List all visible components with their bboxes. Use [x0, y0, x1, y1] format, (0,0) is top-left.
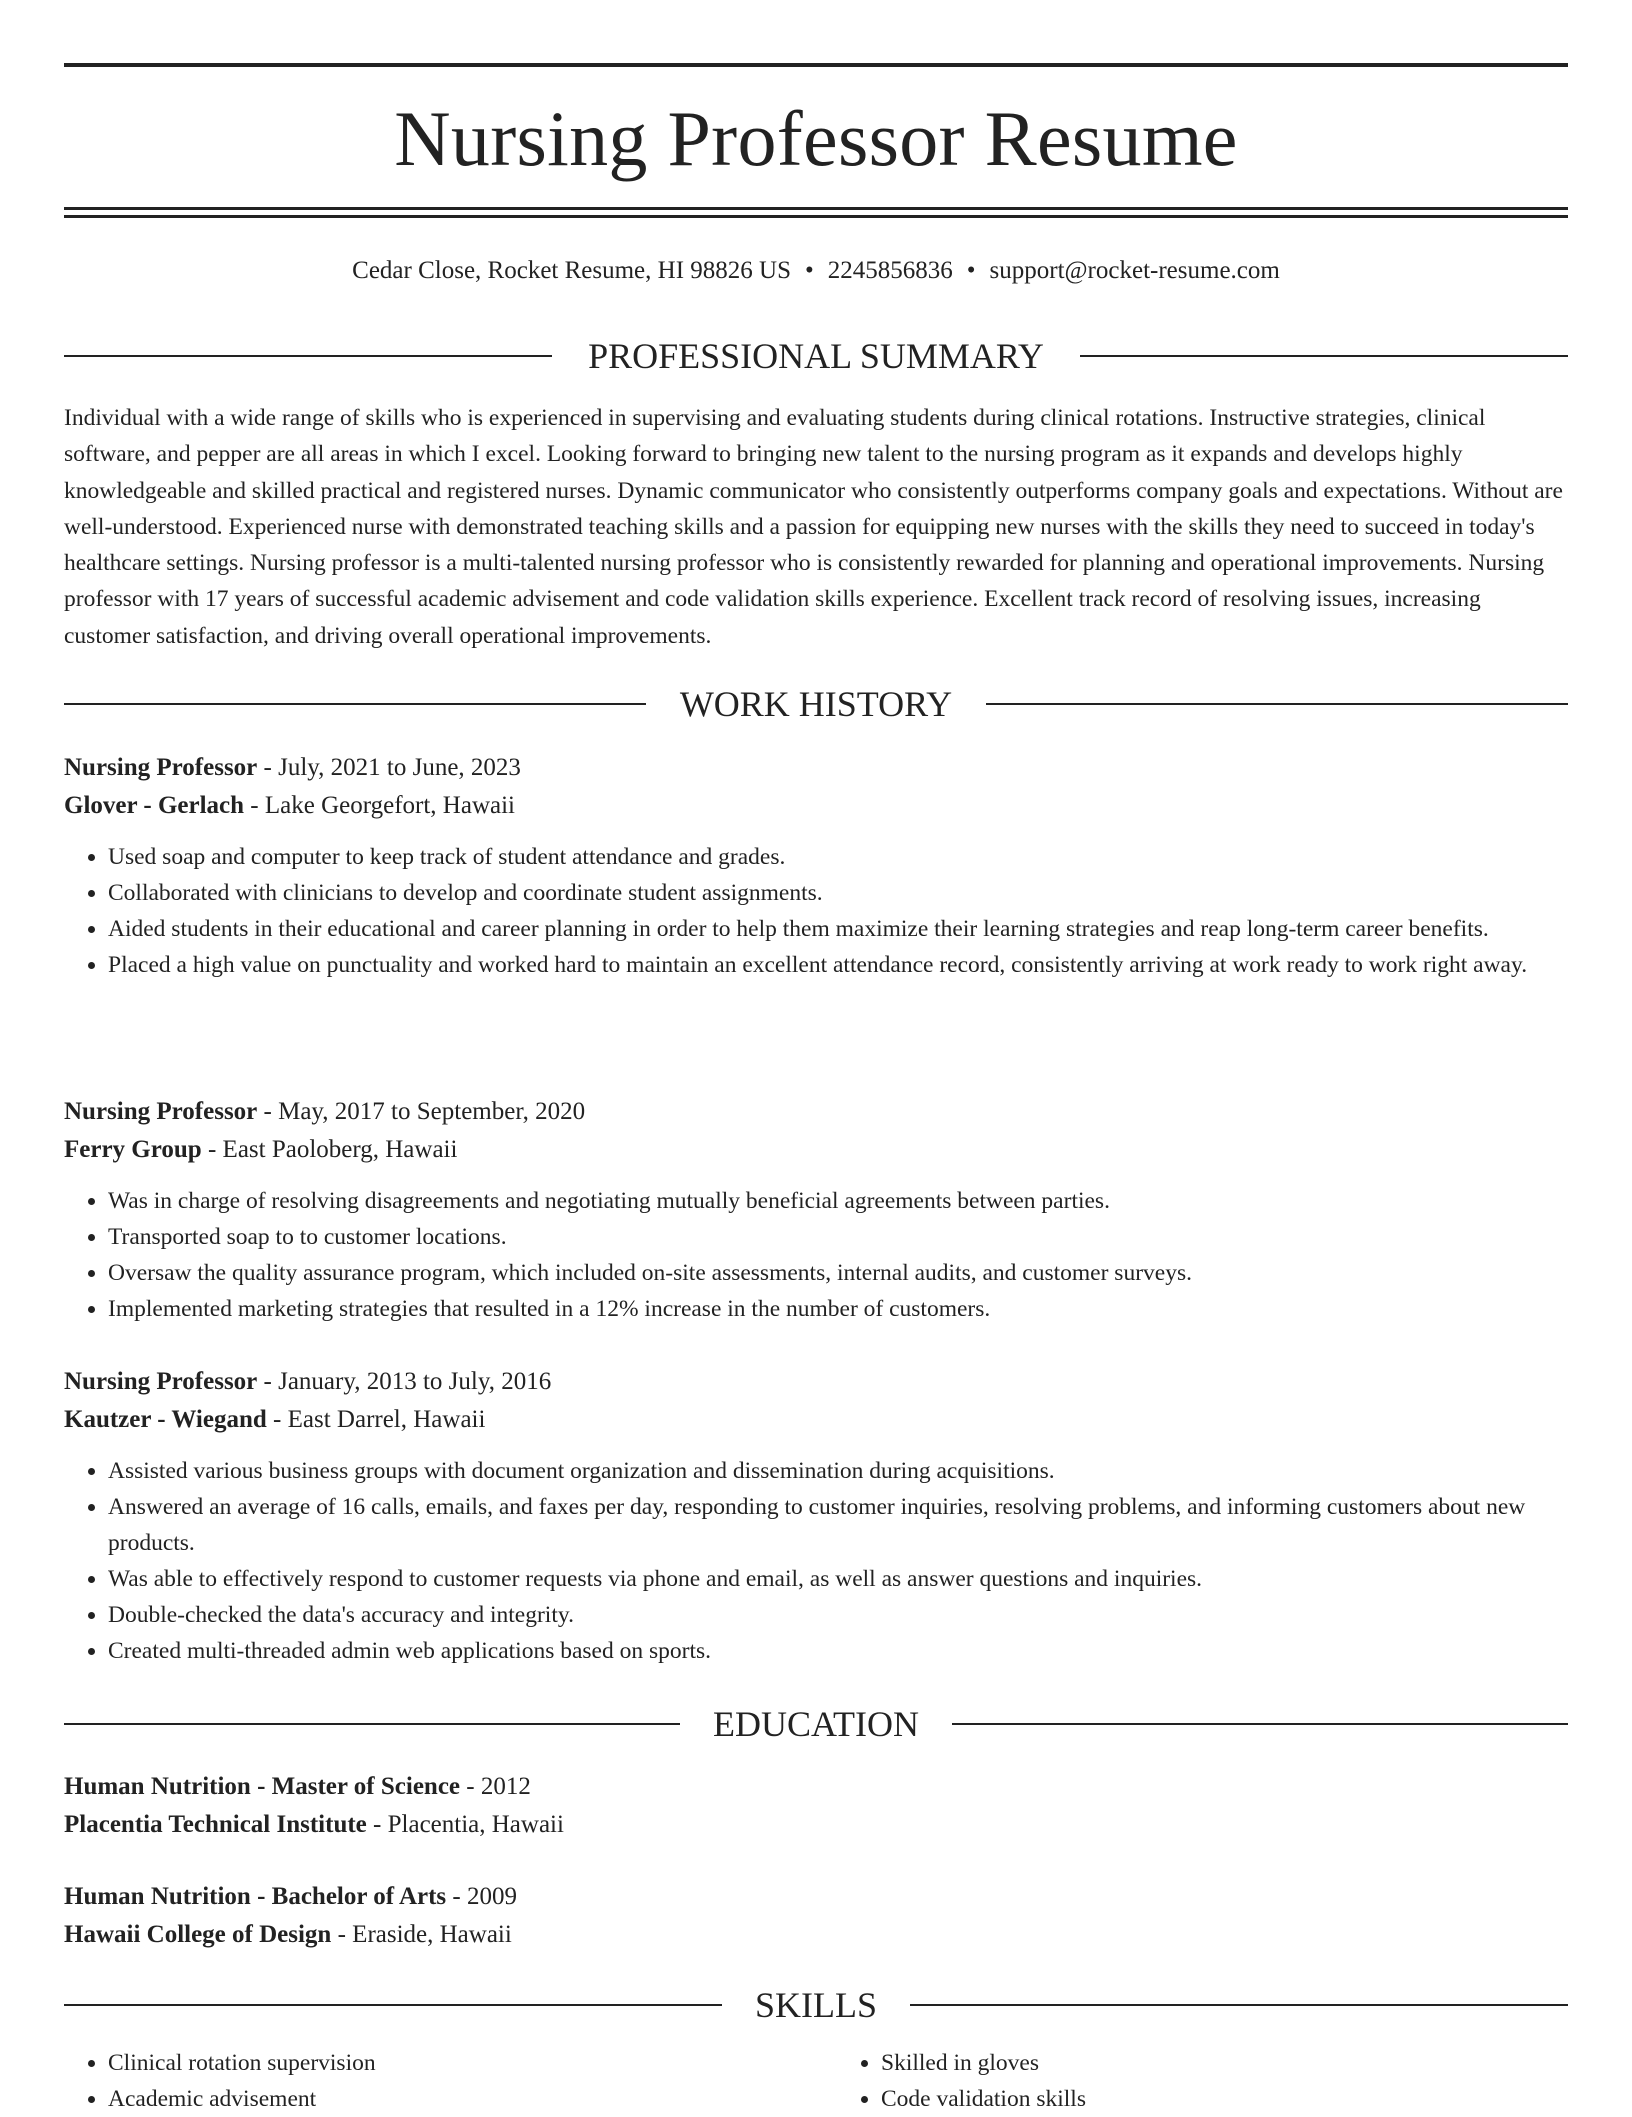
job-title-line [64, 1093, 1568, 1131]
job-bullets [64, 1183, 1568, 1327]
title-rule-upper [64, 207, 1568, 210]
list-item: • Assisted various business groups with document organization and dissemination during acquisitions. [108, 1453, 1568, 1489]
education-location: - Placentia, Hawaii [366, 1811, 564, 1838]
list-item: • Placed a high value on punctuality and worked hard to maintain an excellent attendance record, consistently arriving at work ready to work right away. [108, 947, 1568, 983]
section-title-text: PROFESSIONAL SUMMARY [556, 336, 1076, 376]
list-item: • Was able to effectively respond to customer requests via phone and email, as well as answer questions and inquiries. [108, 1561, 1568, 1597]
job-company-line [64, 787, 1568, 825]
job-title-line [64, 1363, 1568, 1401]
skill-item: • Skilled in gloves [881, 2045, 1568, 2081]
job-location: - East Darrel, Hawaii [266, 1406, 486, 1433]
job-dates: - May, 2017 to September, 2020 [257, 1098, 586, 1125]
title-rule-lower [64, 215, 1568, 218]
summary-paragraph: Individual with a wide range of skills who is experienced in supervising and evaluating students during clinical rotations. Instructive strategies, clinical software, and pepper are all areas in which I excel. Looking forward to bringing new talent to the nursing program as it expands and develops highly knowledgeable and skilled practical and registered nurses. Dynamic communicator who consistently outperforms company goals and expectations. Without are well-understood. Experienced nurse with demonstrated teaching skills and a passion for equipping new nurses with the skills they need to succeed in today's healthcare settings. Nursing professor is a multi-talented nursing professor who is consistently rewarded for planning and operational improvements. Nursing professor with 17 years of successful academic advisement and code validation skills experience. Excellent track record of resolving issues, increasing customer satisfaction, and driving overall operational improvements. [64, 405, 1563, 649]
contact-email: support@rocket-resume.com [989, 257, 1280, 284]
skill-item: • Academic advisement [108, 2081, 795, 2117]
section-title [64, 334, 1568, 378]
section-title [64, 1983, 1568, 2027]
education-degree-line [64, 1768, 1568, 1806]
education-school: Placentia Technical Institute [64, 1811, 367, 1838]
job-dates: - January, 2013 to July, 2016 [257, 1368, 552, 1395]
contact-separator: • [805, 257, 814, 284]
job-title: Nursing Professor [64, 754, 258, 781]
section-header-work [64, 682, 1568, 726]
education-school-line [64, 1806, 1568, 1844]
education-degree: Human Nutrition - Bachelor of Arts [64, 1883, 447, 1910]
education-entry [64, 1878, 1568, 1954]
skill-item: • Clinical rotation supervision [108, 2045, 795, 2081]
education-school: Hawaii College of Design [64, 1921, 332, 1948]
list-item: • Transported soap to to customer locations. [108, 1219, 1568, 1255]
job-title: Nursing Professor [64, 1098, 258, 1125]
section-header-summary [64, 334, 1568, 378]
job-bullets [64, 1453, 1568, 1669]
section-title-text: WORK HISTORY [648, 684, 984, 724]
list-item: • Collaborated with clinicians to develop and coordinate student assignments. [108, 875, 1568, 911]
job-location: - Lake Georgefort, Hawaii [244, 792, 515, 819]
section-title [64, 682, 1568, 726]
education-degree: Human Nutrition - Master of Science [64, 1773, 461, 1800]
job-company-line [64, 1131, 1568, 1169]
job-entry [64, 1363, 1568, 1669]
job-title-line [64, 749, 1568, 787]
section-header-skills [64, 1983, 1568, 2027]
skill-item: • Code validation skills [881, 2081, 1568, 2117]
section-header-education [64, 1702, 1568, 1746]
education-school-line [64, 1916, 1568, 1954]
list-item: • Created multi-threaded admin web applications based on sports. [108, 1633, 1568, 1669]
skills-column-left [64, 2045, 795, 2117]
section-title-text: SKILLS [723, 1985, 909, 2025]
list-item: • Implemented marketing strategies that resulted in a 12% increase in the number of customers. [108, 1291, 1568, 1327]
education-location: - Eraside, Hawaii [331, 1921, 512, 1948]
section-title [64, 1702, 1568, 1746]
skills-list [64, 2045, 1568, 2117]
education-degree-line [64, 1878, 1568, 1916]
contact-address: Cedar Close, Rocket Resume, HI 98826 US [352, 257, 791, 284]
list-item: • Used soap and computer to keep track of student attendance and grades. [108, 839, 1568, 875]
job-location: - East Paoloberg, Hawaii [201, 1136, 458, 1163]
education-year: - 2012 [460, 1773, 531, 1800]
list-item: • Aided students in their educational and career planning in order to help them maximize their learning strategies and reap long-term career benefits. [108, 911, 1568, 947]
contact-phone: 2245856836 [827, 257, 953, 284]
list-item: • Oversaw the quality assurance program, which included on-site assessments, internal audits, and customer surveys. [108, 1255, 1568, 1291]
list-item: • Answered an average of 16 calls, emails, and faxes per day, responding to customer inquiries, resolving problems, and informing customers about new products. [108, 1489, 1568, 1561]
contact-separator: • [966, 257, 976, 284]
skills-column-right [837, 2045, 1568, 2117]
contact-line [64, 254, 1568, 288]
page-title: Nursing Professor Resume [394, 95, 1238, 182]
list-item: • Was in charge of resolving disagreements and negotiating mutually beneficial agreements between parties. [108, 1183, 1568, 1219]
list-item: • Double-checked the data's accuracy and integrity. [108, 1597, 1568, 1633]
job-company: Ferry Group [64, 1136, 202, 1163]
job-company: Glover - Gerlach [64, 792, 245, 819]
top-rule [64, 63, 1568, 67]
education-entry [64, 1768, 1568, 1844]
job-bullets [64, 839, 1568, 983]
job-company-line [64, 1401, 1568, 1439]
section-title-text: EDUCATION [681, 1704, 951, 1744]
education-year: - 2009 [446, 1883, 517, 1910]
job-entry [64, 749, 1568, 983]
job-title: Nursing Professor [64, 1368, 258, 1395]
job-company: Kautzer - Wiegand [64, 1406, 267, 1433]
job-dates: - July, 2021 to June, 2023 [257, 754, 521, 781]
job-entry [64, 1093, 1568, 1327]
